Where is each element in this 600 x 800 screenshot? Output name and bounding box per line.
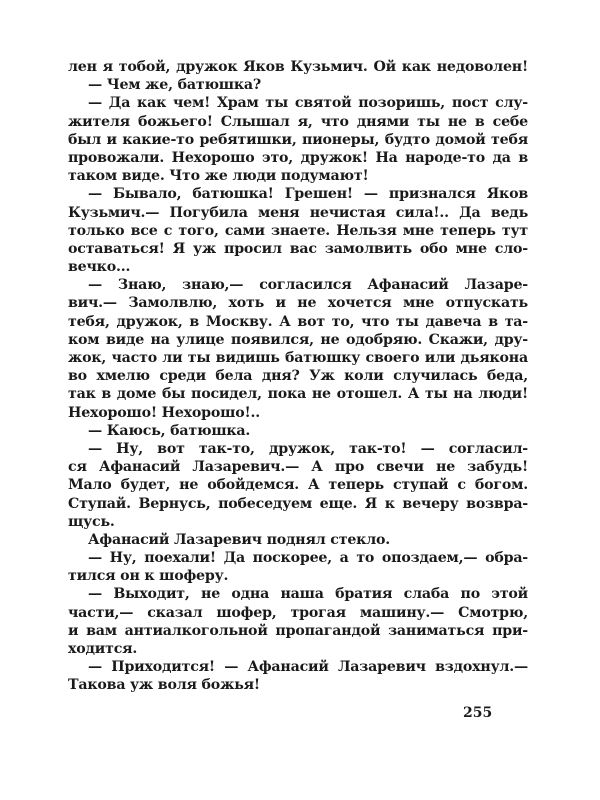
text-line: Афанасий Лазаревич поднял стекло. [88, 531, 390, 548]
text-line: Такова уж воля божья! [68, 677, 260, 694]
text-line: и вам антиалкогольной пропагандой заниматься при- [68, 622, 528, 639]
text-line: жок, часто ли ты видишь батюшку своего или дьякона [68, 350, 528, 366]
text-line: Нехорошо! Нехорошо!.. [68, 404, 260, 421]
text-line: — Приходится! — Афанасий Лазаревич вздохнул.— [88, 659, 528, 676]
page-number: 255 [463, 705, 493, 721]
text-line: тился он к шоферу. [68, 568, 229, 585]
text-line: во хмелю среди бела дня? Уж коли случилась беда, [68, 368, 528, 385]
text-line: — Выходит, не одна наша братия слаба по этой [88, 586, 528, 603]
text-line: Кузьмич.— Погубила меня нечистая сила!.. Да ведь [68, 204, 528, 221]
text-line: так в доме бы посидел, пока не отошел. А ты на люди! [68, 386, 528, 403]
text-line: щусь. [68, 513, 115, 530]
page-body-text [68, 58, 528, 695]
text-line: ходится. [68, 641, 138, 657]
text-line: — Ну, поехали! Да поскорее, а то опоздаем,— обра- [88, 550, 528, 567]
text-line: жителя божьего! Слышал я, что днями ты не в себе [68, 113, 528, 130]
text-line: лен я тобой, дружок Яков Кузьмич. Ой как недоволен! [68, 59, 528, 75]
text-line: оставаться! Я уж просил вас замолвить обо мне сло- [68, 240, 528, 257]
text-line: — Да как чем! Храм ты святой позоришь, пост слу- [88, 95, 528, 112]
text-line: ся Афанасий Лазаревич.— А про свечи не забудь! [68, 459, 528, 476]
text-line: — Знаю, знаю,— согласился Афанасий Лазаре- [88, 277, 528, 294]
text-line: вич.— Замолвлю, хоть и не хочется мне отпускать [68, 295, 528, 312]
text-line: таком виде. Что же люди подумают! [68, 168, 369, 185]
text-line: Ступай. Вернусь, побеседуем еще. Я к вечеру возвра- [68, 495, 528, 512]
text-line: Мало будет, не обойдемся. А теперь ступай с богом. [68, 477, 528, 494]
text-line: вечко... [68, 259, 131, 276]
text-line: был и какие-то ребятишки, пионеры, будто домой тебя [68, 131, 528, 148]
text-line: — Чем же, батюшка? [88, 77, 261, 94]
text-line: — Бывало, батюшка! Грешен! — признался Яков [88, 186, 528, 203]
text-line: тебя, дружок, в Москву. А вот то, что ты давеча в та- [68, 313, 528, 330]
text-line: провожали. Нехорошо это, дружок! На народе-то да в [68, 149, 528, 166]
text-line: только все с того, сами знаете. Нельзя мне теперь тут [68, 222, 528, 239]
text-line: ком виде на улице появился, не одобряю. Скажи, дру- [68, 331, 528, 348]
text-line: части,— сказал шофер, трогая машину.— Смотрю, [68, 604, 528, 621]
text-line: — Ну, вот так-то, дружок, так-то! — согласил- [88, 440, 528, 457]
text-line: — Каюсь, батюшка. [88, 422, 251, 439]
